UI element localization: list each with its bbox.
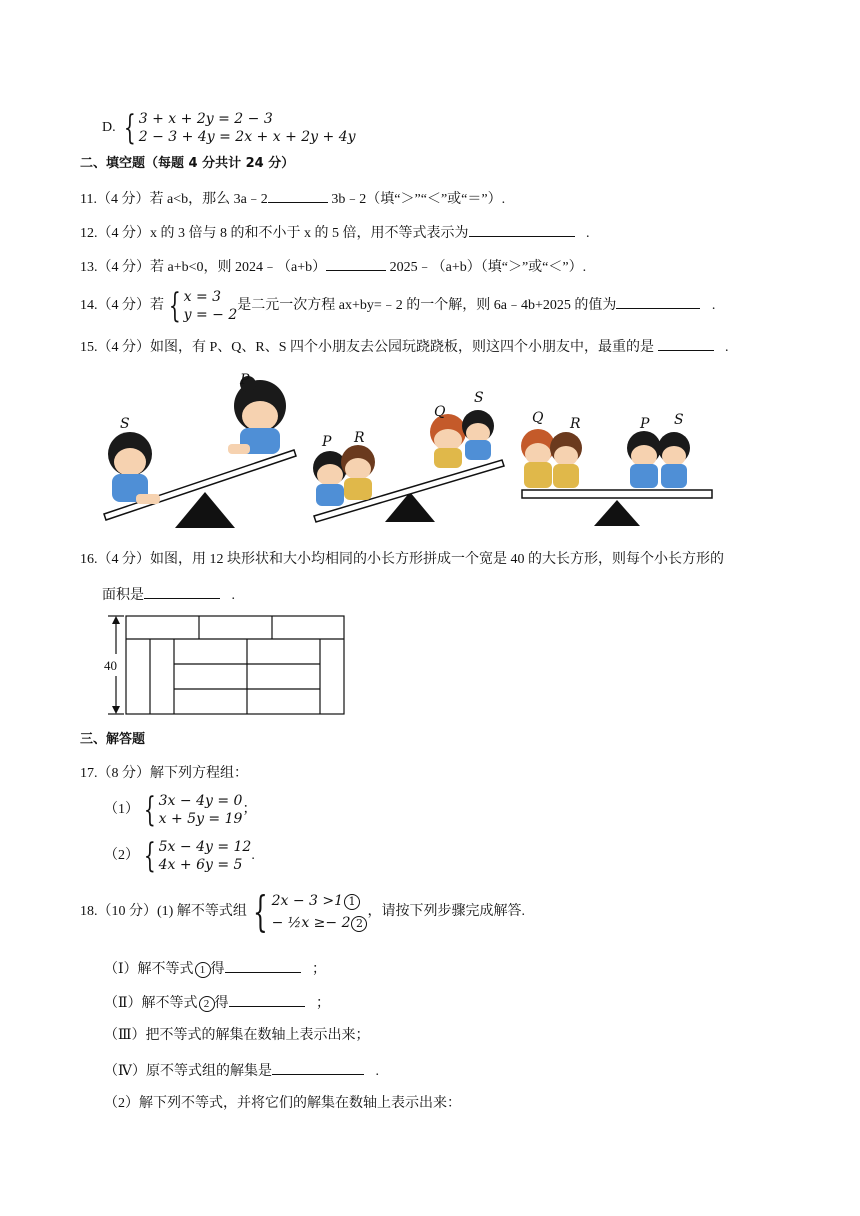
dimension-label: 40 <box>104 658 117 673</box>
answer-blank <box>658 336 714 351</box>
q14-middle: 是二元一次方程 ax+by=﹣2 的一个解，则 6a﹣4b+2025 的值为 <box>237 298 617 314</box>
inequality-system <box>272 890 368 934</box>
question-14 <box>80 288 715 324</box>
label-p: P <box>322 434 332 450</box>
q11-suffix: 3b﹣2（填“＞”“＜”或“＝”）. <box>331 192 506 207</box>
equation-1: 3 + x + 2y = 2 − 3 <box>138 111 273 127</box>
brace: { <box>123 108 136 148</box>
question-18 <box>80 887 525 936</box>
brace: { <box>252 887 268 936</box>
part-label: （1） <box>104 802 139 818</box>
big-rectangle <box>126 616 344 714</box>
answer-blank <box>268 188 328 203</box>
answer-blank <box>229 992 305 1007</box>
child-q <box>430 414 466 468</box>
equation-system <box>184 288 238 324</box>
q18-prefix: 18.（10 分）(1) 解不等式组 <box>80 904 247 920</box>
q15-text: 15.（4 分）如图，有 P、Q、R、S 四个小朋友去公园玩跷跷板，则这四个小朋友中，最重的是 <box>80 340 655 355</box>
child-s <box>658 432 690 488</box>
label-s: S <box>474 390 484 406</box>
equation-system <box>139 110 356 146</box>
seesaw-3 <box>521 429 712 526</box>
label-r: R <box>354 430 365 446</box>
answer-blank <box>469 222 575 237</box>
equation-system <box>159 792 243 828</box>
seesaw-2 <box>313 410 504 522</box>
label-p: P <box>640 416 650 432</box>
q16-line2: 面积是 <box>102 588 144 603</box>
inequality-1: 2x − 3 >1 <box>271 893 343 909</box>
q11-prefix: 11.（4 分）若 a<b，那么 3a﹣2 <box>80 192 268 207</box>
label-q: Q <box>532 410 544 426</box>
step-text: （Ⅳ）原不等式组的解集是 <box>104 1064 272 1079</box>
step-end: ； <box>312 962 327 977</box>
section-3-title: 三、解答题 <box>80 732 146 747</box>
option-label: D. <box>102 120 116 136</box>
equation-1: 3x − 4y = 0 <box>158 793 243 809</box>
circled-mark: 1 <box>195 962 211 978</box>
q12-text: 12.（4 分）x 的 3 倍与 8 的和不小于 x 的 5 倍，用不等式表示为 <box>80 226 469 241</box>
label-r: R <box>570 416 581 432</box>
fulcrum <box>594 500 640 526</box>
child-p <box>627 431 661 488</box>
circled-mark: 2 <box>351 916 367 932</box>
q17-part-1 <box>104 792 256 828</box>
q18-step-3: （Ⅲ）把不等式的解集在数轴上表示出来； <box>104 1028 370 1043</box>
question-16-line-1: 16.（4 分）如图，用 12 块形状和大小均相同的小长方形拼成一个宽是 40 的大长方形，则每个小长方形的 <box>80 552 724 567</box>
answer-blank <box>144 584 220 599</box>
equation-system <box>159 838 252 874</box>
seesaw-1 <box>104 376 296 528</box>
question-16-line-2 <box>102 584 235 606</box>
q13-prefix: 13.（4 分）若 a+b<0，则 2024﹣（a+b） <box>80 260 327 275</box>
equation-2: 2 − 3 + 4y = 2x + x + 2y + 4y <box>138 129 356 145</box>
equation-1: 5x − 4y = 12 <box>158 839 252 855</box>
section-2-title: 二、填空题（每题 4 分共计 24 分） <box>80 156 295 171</box>
fulcrum <box>175 492 235 528</box>
inequality-2: − ½x ≥− 2 <box>271 915 351 931</box>
q16-end: . <box>231 588 235 603</box>
child-r <box>341 445 375 500</box>
step-text: （Ⅱ）解不等式 <box>104 996 198 1011</box>
q10-option-d <box>102 110 356 146</box>
child-s <box>108 432 160 504</box>
q18-suffix: ，请按下列步骤完成解答. <box>367 904 525 920</box>
q13-suffix: 2025﹣（a+b）（填“＞”或“＜”）. <box>389 260 587 275</box>
part-end: ； <box>242 802 257 818</box>
step-text: （Ⅰ）解不等式 <box>104 962 194 977</box>
label-p: P <box>240 372 250 388</box>
rectangle-figure <box>98 612 350 718</box>
equation-1: x = 3 <box>183 289 222 305</box>
child-r <box>550 432 582 488</box>
seesaw-figure <box>100 368 720 532</box>
plank <box>522 490 712 498</box>
label-q: Q <box>434 404 446 420</box>
question-12 <box>80 222 590 244</box>
step-end: . <box>375 1064 379 1079</box>
answer-blank <box>272 1060 364 1075</box>
q18-step-4 <box>104 1060 379 1082</box>
child-q <box>521 429 555 488</box>
step-text: 得 <box>214 996 229 1011</box>
child-p <box>228 376 286 454</box>
answer-blank <box>225 958 301 973</box>
q18-step-2 <box>104 992 330 1014</box>
brace: { <box>143 790 156 830</box>
step-end: ； <box>316 996 331 1011</box>
q18-step-1 <box>104 958 326 980</box>
child-s <box>462 410 494 460</box>
q14-end: . <box>711 298 716 314</box>
question-13 <box>80 256 586 278</box>
q17-part-2 <box>104 838 255 874</box>
label-s: S <box>674 412 684 428</box>
answer-blank <box>326 256 386 271</box>
equation-2: x + 5y = 19 <box>158 811 243 827</box>
step-text: 得 <box>210 962 225 977</box>
q15-end: . <box>725 340 729 355</box>
question-17-title: 17.（8 分）解下列方程组： <box>80 766 248 781</box>
q18-part-2: （2）解下列不等式，并将它们的解集在数轴上表示出来： <box>104 1096 461 1111</box>
q12-end: . <box>586 226 590 241</box>
equation-2: y = − 2 <box>183 307 238 323</box>
label-s: S <box>120 416 130 432</box>
brace: { <box>143 836 156 876</box>
answer-blank <box>616 294 700 309</box>
part-label: （2） <box>104 848 139 864</box>
part-end: . <box>251 848 255 864</box>
brace: { <box>168 286 181 326</box>
circled-mark: 1 <box>344 894 360 910</box>
equation-2: 4x + 6y = 5 <box>158 857 243 873</box>
question-11 <box>80 188 505 210</box>
circled-mark: 2 <box>199 996 215 1012</box>
q14-prefix: 14.（4 分）若 <box>80 298 164 314</box>
question-15 <box>80 336 729 358</box>
